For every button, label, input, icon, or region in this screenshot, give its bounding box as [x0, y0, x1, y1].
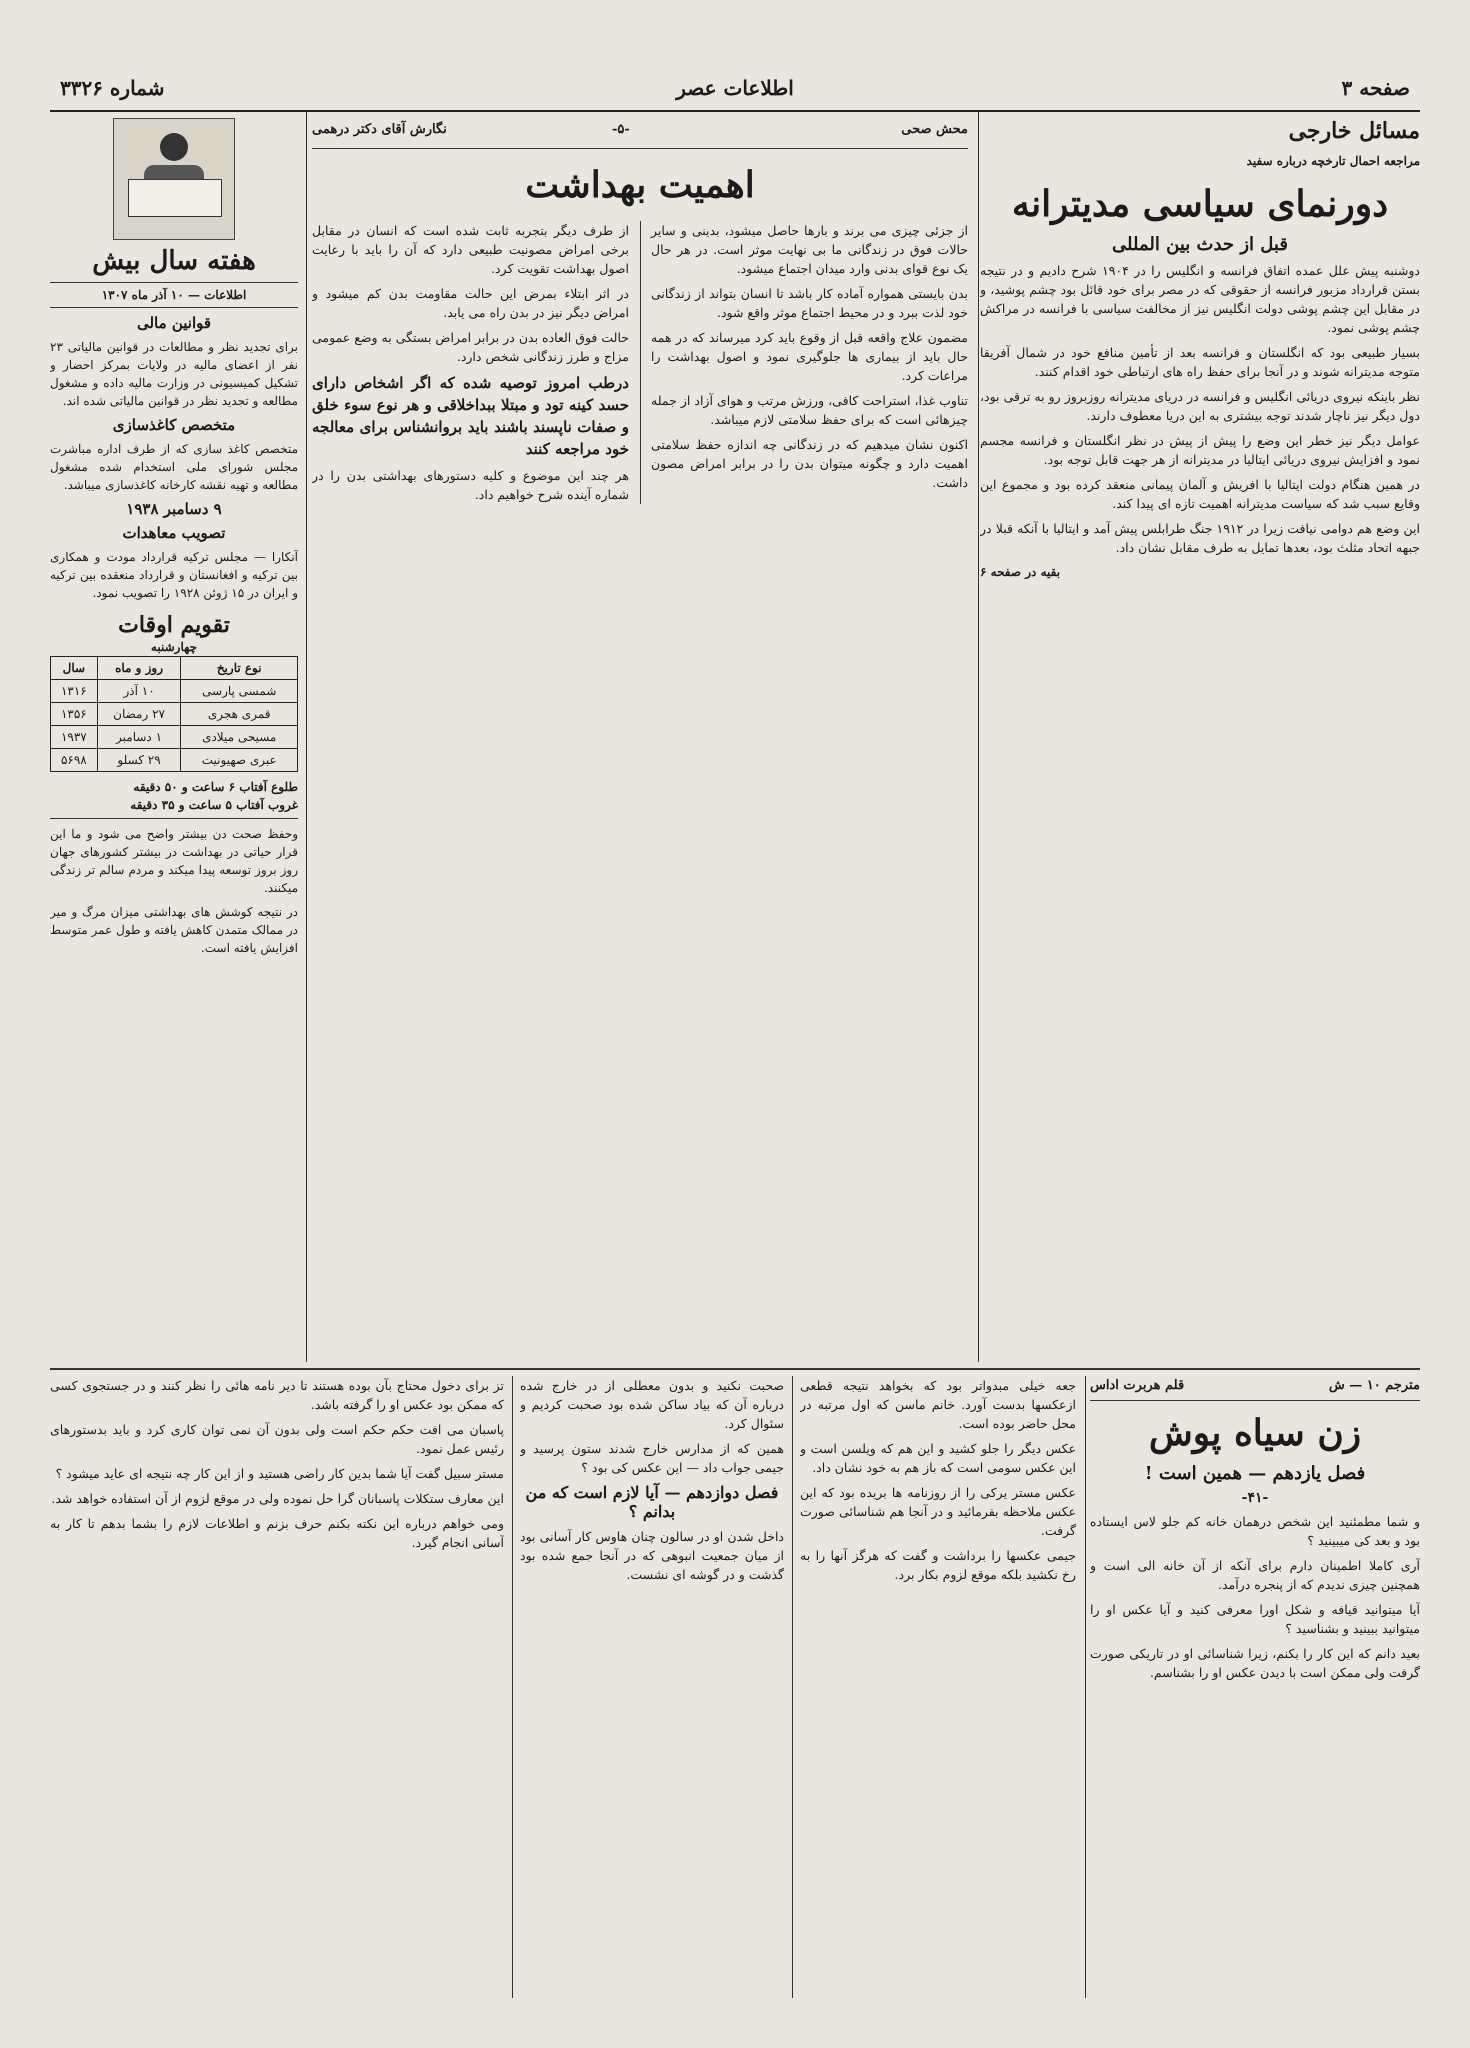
- story-paragraph: عکس دیگر را جلو کشید و این هم که ویلسن است و این عکس سومی است که باز هم به خود نشان داد.: [800, 1441, 1076, 1475]
- reader-illustration: [113, 118, 235, 240]
- story-paragraph: صحبت نکنید و بدون معطلی از در خارج شده درباره آن که بیاد ساکن شده بود صحبت کردیم و سئوال کرد.: [520, 1378, 784, 1431]
- item-heading: ۹ دسامبر ۱۹۳۸: [126, 500, 222, 518]
- article-paragraph: از طرف دیگر بتجربه ثابت شده است که انسان در مقابل برخی امراض مصونیت طبیعی دارد که آن را باید با رعایت اصول بهداشت تقویت کرد.: [312, 223, 629, 276]
- continue-note: بقیه در صفحه ۶: [980, 565, 1061, 579]
- page-mark: -۵-: [612, 122, 630, 137]
- column-rule: [792, 1376, 793, 1998]
- column-rule: [1085, 1376, 1086, 1998]
- story-paragraph: آری کاملا اطمینان دارم برای آنکه از آن خانه الی است و همچنین چیزی ندیدم که از پنجره درآمد.: [1090, 1558, 1420, 1592]
- story-paragraph: داخل شدن او در سالون چنان هاوس کار آسانی بود از میان جمعیت انبوهی که در آنجا جمع شده بود گذشت و در گوشه ای نشست.: [520, 1529, 784, 1582]
- article-paragraph: دوشنبه پیش علل عمده اتفاق فرانسه و انگلیس را در ۱۹۰۴ شرح دادیم و در نتیجه بستن قرارداد مزبور فرانسه از حقوقی که در مصر برای خود قائل بود چشم پوشید، و در مقابل این چشم پوشی دولت انگلیس نیز از مخالفت سیاسی با فرانسه در مراکش چشم پوشی نمود.: [980, 263, 1420, 335]
- table-cell: قمری هجری: [181, 703, 298, 726]
- weekday: چهارشنبه: [150, 640, 198, 654]
- story-paragraph: عکس مستر یرکی را از روزنامه ها بریده بود که این عکس ملاحظه بفرمائید و در آنجا هم شناسائی صورت گرفت.: [800, 1485, 1076, 1538]
- installment-number: -۴۱-: [1241, 1490, 1269, 1506]
- story-paragraph: آیا میتوانید قیافه و شکل اورا معرفی کنید و آیا عکس او را میتوانید ببینید و بشناسید ؟: [1090, 1602, 1420, 1636]
- article-paragraph: حالت فوق العاده بدن در برابر امراض بستگی به وضع عمومی مزاج و طرز زندگانی شخص دارد.: [312, 330, 629, 364]
- byline: نگارش آقای دکتر درهمی: [312, 122, 447, 137]
- table-row: [51, 703, 298, 726]
- table-cell: ۱ دسامبر: [97, 726, 181, 749]
- article-paragraph: بدن بایستی همواره آماده کار باشد تا انسان بتواند از زندگانی خود لذت ببرد و در محیط اجتماع موثر واقع شود.: [651, 286, 968, 320]
- item-text: متخصص کاغذ سازی که از طرف اداره مباشرت مجلس شورای ملی استخدام شده مشغول مطالعه و تهیه نقشه کارخانه کاغذسازی میباشد.: [50, 442, 298, 492]
- story-paragraph: جیمی عکسها را برداشت و گفت که هرگز آنها را به رخ نکشید بلکه موقع لزوم بکار برد.: [800, 1548, 1076, 1582]
- table-cell: ۵۶۹۸: [51, 749, 98, 772]
- story-column: [520, 1376, 784, 1998]
- page-header: [50, 70, 1420, 112]
- story-paragraph: بعید دانم که این کار را بکنم، زیرا شناسائی او در تاریکی صورت گرفت ولی ممکن است با دیدن عکس او را بشناسم.: [1090, 1646, 1420, 1680]
- column-rule: [306, 112, 307, 1362]
- article-paragraph: هر چند این موضوع و کلیه دستورهای بهداشتی بدن را در شماره آینده شرح خواهیم داد.: [312, 468, 629, 502]
- table-header-cell: سال: [51, 657, 98, 680]
- paper-name: اطلاعات عصر: [676, 76, 794, 100]
- chapter-title: فصل یازدهم — همین است !: [1144, 1463, 1366, 1484]
- story-paragraph: مستر سبیل گفت آیا شما بدین کار راضی هستید و از این کار چه نتیجه ای عاید میشود ؟: [55, 1466, 504, 1481]
- table-cell: ۱۰ آذر: [97, 680, 181, 703]
- article-subtitle: قبل از حدث بین المللی: [1112, 234, 1288, 255]
- issue-number: شماره ۳۳۲۶: [60, 76, 165, 100]
- table-header-row: [51, 657, 298, 680]
- story-credits: [1090, 1376, 1420, 1401]
- article-paragraph: وحفظ صحت دن بیشتر واضح می شود و ما این قرار حیاتی در بهداشت در بیشتر کشورهای جهان روز بروز توسعه پیدا میکند و مردم سالم تر زندگی میکنند.: [50, 827, 298, 895]
- item-heading: تصویب معاهدات: [122, 524, 226, 542]
- section-label: محش صحی: [901, 122, 968, 137]
- article-paragraph: تناوب غذا، استراحت کافی، ورزش مرتب و هوای آزاد از جمله چیزهائی است که برای حفظ سلامتی لازم میباشد.: [651, 393, 968, 427]
- article-body: [312, 221, 968, 504]
- calendar-title: تقویم اوقات: [118, 612, 230, 638]
- article-paragraph: بسیار طبیعی بود که انگلستان و فرانسه بعد از تأمین منافع خود در شمال آفریقا متوجه مدیترانه شوند و در آنجا برای حفظ راه های ارتباطی خود اقدام کنند.: [980, 345, 1420, 379]
- calendar-table: [50, 656, 298, 772]
- item-text: آنکارا — مجلس ترکیه قرارداد مودت و همکاری بین ترکیه و افغانستان و قرارداد منعقده بین ترکیه و ایران در ۱۵ ژوئن ۱۹۲۸ را تصویب نمود.: [50, 550, 298, 600]
- article-paragraph: عوامل دیگر نیز خطر این وضع را پیش از پیش در نظر انگلستان و فرانسه مجسم نمود و افزایش نیروی دریائی ایتالیا در مدیترانه از هر جهت قابل توجه بود.: [980, 433, 1420, 467]
- highlight-paragraph: درطب امروز توصیه شده که اگر اشخاص دارای حسد کینه تود و مبتلا ببداخلاقی و هر نوع سوء خلق و صفات ناپسند باشند باید بروانشناس برای معالجه خود مراجعه کنند: [312, 374, 629, 458]
- section-divider: [50, 1368, 1420, 1370]
- article-paragraph: از جزئی چیزی می برند و بارها حاصل میشود، بدینی و سایر حالات فوق در زندگانی ما بی نهایت موثر است. در هر حال یک نوع قوای بدنی وارد میدان اجتماع میشود.: [651, 223, 968, 276]
- table-cell: عبری صهیونیت: [181, 749, 298, 772]
- masthead-date: اطلاعات — ۱۰ آذر ماه ۱۳۰۷: [50, 282, 298, 308]
- item-heading: متخصص کاغذسازی: [112, 416, 236, 434]
- story-column: [50, 1376, 504, 1998]
- story-paragraph: ومی خواهم درباره این نکته بکنم حرف بزنم و اطلاعات لازم را بشما بدهم تا کار به آسانی انجام گیرد.: [50, 1516, 504, 1550]
- translator: مترجم ۱۰ — ش: [1328, 1378, 1420, 1393]
- article-paragraph: اکنون نشان میدهیم که در زندگانی چه اندازه حفظ سلامتی اهمیت دارد و چگونه میتوان بدن را در برابر امراض مصون داشت.: [651, 437, 968, 490]
- column-health: [312, 118, 968, 1363]
- article-paragraph: مضمون علاج واقعه قبل از وقوع باید کرد میرساند که در همه حال باید از بیماری ها جلوگیری نمود و اصول بهداشت را مراعات کرد.: [651, 330, 968, 383]
- column-rule: [512, 1376, 513, 1998]
- article-paragraph: در همین هنگام دولت ایتالیا با افریش و آلمان پیمانی منعقد کرده بود و مجموع این وقایع سبب شد که سیاست مدیترانه اهمیت تازه ای پیدا کند.: [980, 477, 1420, 511]
- table-header-cell: روز و ماه: [97, 657, 181, 680]
- lead-line: مراجعه احمال تارخچه درباره سفید: [1246, 154, 1420, 168]
- column-calendar: [50, 118, 298, 1363]
- table-cell: ۱۳۵۶: [51, 703, 98, 726]
- article-title: اهمیت بهداشت: [525, 164, 755, 206]
- item-heading: قوانین مالی: [136, 314, 212, 332]
- table-cell: مسیحی میلادی: [181, 726, 298, 749]
- section-title: هفته سال بیش: [92, 246, 256, 276]
- column-rule: [978, 112, 979, 1362]
- section-label: مسائل خارجی: [1288, 118, 1420, 144]
- story-paragraph: تز برای دخول محتاج بآن بوده هستند تا دیر نامه هائی را نظر کنند و در جستجوی کسی که ممکن بود عکس او را گرفته باشد.: [50, 1378, 504, 1412]
- table-cell: شمسی پارسی: [181, 680, 298, 703]
- story-paragraph: همین که از مدارس خارج شدند ستون پرسید و جیمی جواب داد — این عکس کی بود ؟: [520, 1441, 784, 1475]
- table-cell: ۱۹۳۷: [51, 726, 98, 749]
- table-row: [51, 749, 298, 772]
- article-paragraph: نظر باینکه نیروی دریائی انگلیس و فرانسه در دریای مدیترانه روزبروز رو به ترقی بود، دول دیگر نیز ناچار شدند توجه بیشتری به این دریا معطوف دارند.: [980, 389, 1420, 423]
- story-paragraph: پاسبان می افت حکم حکم است ولی بدون آن نمی توان کاری کرد و باید بدستورهای رئیس عمل نمود.: [50, 1422, 504, 1456]
- story-paragraph: این معارف ستکلات پاسبانان گرا حل نموده ولی در موقع لزوم از آن استفاده خواهد شد.: [51, 1491, 504, 1506]
- story-paragraph: و شما مطمئنید این شخص درهمان خانه کم جلو لاس ایستاده بود و بعد کی میبینید ؟: [1090, 1514, 1420, 1548]
- article-paragraph: در نتیجه کوشش های بهداشتی میزان مرگ و میر در ممالک متمدن کاهش یافته و طول عمر متوسط افزایش یافته است.: [50, 905, 298, 955]
- story-title: زن سیاه پوش: [1148, 1412, 1362, 1454]
- sunset: غروب آفتاب ۵ ساعت و ۳۵ دقیقه: [50, 796, 298, 819]
- table-cell: ۲۷ رمضان: [97, 703, 181, 726]
- sunrise: طلوع آفتاب ۶ ساعت و ۵۰ دقیقه: [133, 780, 298, 794]
- story-column: [800, 1376, 1076, 1998]
- story-column: [1090, 1376, 1420, 1998]
- table-header-cell: نوع تاریخ: [181, 657, 298, 680]
- author: قلم هربرت اداس: [1090, 1378, 1185, 1393]
- article-paragraph: این وضع هم دوامی نیافت زیرا در ۱۹۱۲ جنگ طرابلس پیش آمد و ایتالیا با آنکه قبلا در جبهه اتحاد مثلث بود، بعدها تمایل به طرف مقابل نشان داد.: [980, 521, 1420, 555]
- table-cell: ۲۹ کسلو: [97, 749, 181, 772]
- column-foreign-affairs: [980, 118, 1420, 1363]
- article-header: [312, 118, 968, 149]
- item-text: برای تجدید نظر و مطالعات در قوانین مالیاتی ۲۳ نفر از اعضای مالیه در ولایات بمرکز احضار و تشکیل کمیسیونی در وزارت مالیه داده و مشغول مطالعه و تجدید نظر در قوانین مالیاتی شده اند.: [50, 340, 298, 408]
- article-title: دورنمای سیاسی مدیترانه: [1011, 183, 1389, 225]
- article-paragraph: در اثر ابتلاء بمرض این حالت مقاومت بدن کم میشود و امراض دیگر نیز در بدن راه می یابد.: [312, 286, 629, 320]
- table-row: [51, 680, 298, 703]
- table-cell: ۱۳۱۶: [51, 680, 98, 703]
- chapter-heading: فصل دوازدهم — آیا لازم است که من بدانم ؟: [525, 1483, 779, 1521]
- page-number: صفحه ۳: [1341, 76, 1410, 100]
- story-paragraph: جعه خیلی مبدواتر بود که بخواهد نتیجه قطعی ازعکسها بدست آورد. خانم ماسن که اول مرتبه در محل حاضر بوده است.: [800, 1378, 1076, 1431]
- table-row: [51, 726, 298, 749]
